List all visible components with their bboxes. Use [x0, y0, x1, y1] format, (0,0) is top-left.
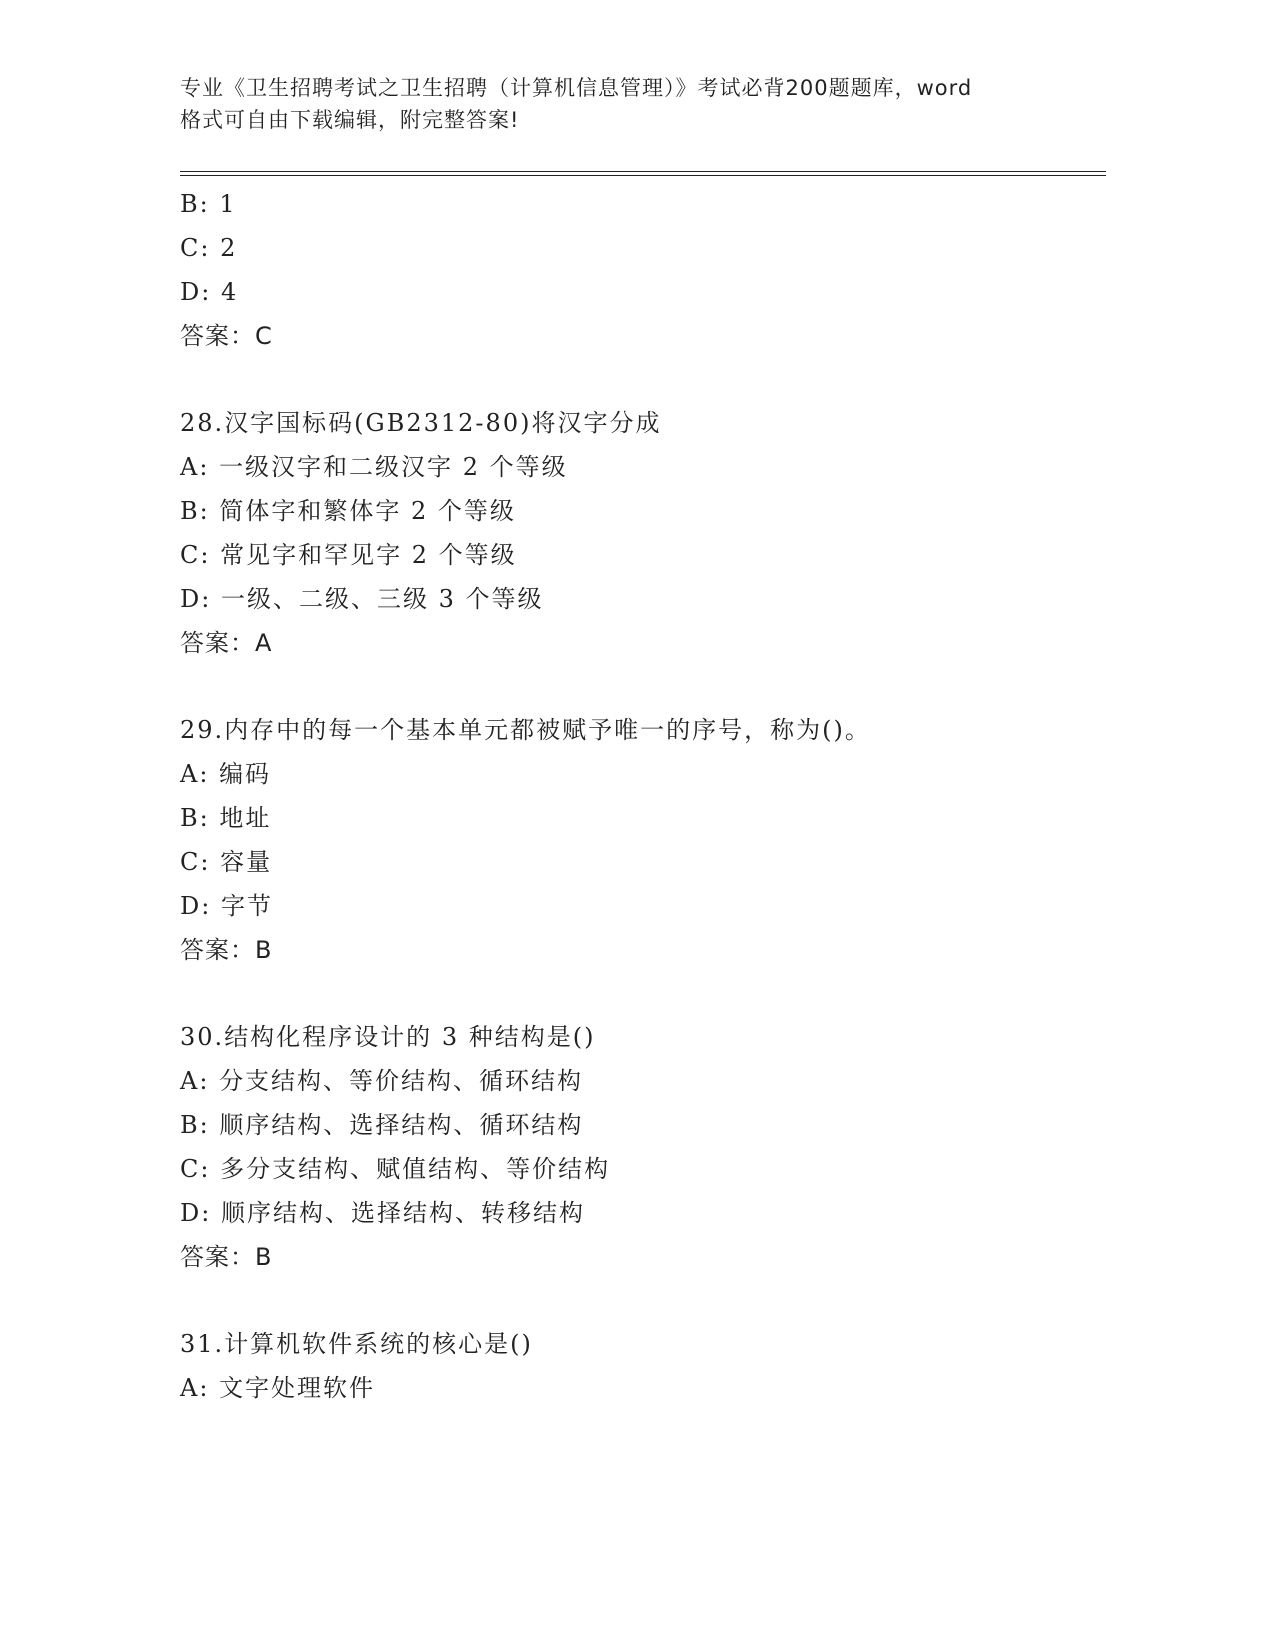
question-27-continued — [180, 182, 1106, 358]
option-label: C : — [180, 1155, 220, 1183]
option-d — [180, 577, 1106, 621]
answer-line — [180, 621, 1106, 665]
question-stem — [180, 708, 1106, 752]
answer-line — [180, 1235, 1106, 1279]
question-stem — [180, 401, 1106, 445]
option-b — [180, 489, 1106, 533]
question-number: 30 . — [180, 1023, 224, 1051]
spacer — [180, 972, 1106, 1015]
spacer — [180, 665, 1106, 708]
option-text: 一级、二级、三级 3 个等级 — [220, 585, 544, 613]
spacer — [180, 1279, 1106, 1322]
option-label: D : — [180, 585, 221, 613]
option-text: 多分支结构、赋值结构、等价结构 — [220, 1155, 611, 1183]
answer-value: C — [255, 322, 273, 350]
option-a — [180, 752, 1106, 796]
option-label: D : — [180, 1199, 221, 1227]
option-label: B : — [180, 804, 219, 832]
question-text: 汉字国标码(GB2312-80)将汉字分成 — [224, 409, 662, 437]
option-text: 常见字和罕见字 2 个等级 — [220, 541, 517, 569]
answer-value: B — [255, 936, 273, 964]
question-stem — [180, 1322, 1106, 1366]
option-text: 顺序结构、选择结构、转移结构 — [220, 1199, 585, 1227]
option-a — [180, 445, 1106, 489]
option-label: A : — [180, 760, 219, 788]
answer-value: B — [255, 1243, 273, 1271]
header-title-line-2: 格式可自由下载编辑，附完整答案! — [180, 108, 520, 132]
answer-label: 答案 ： — [180, 322, 255, 350]
option-b — [180, 796, 1106, 840]
option-text: 1 — [219, 190, 237, 218]
option-text: 地址 — [219, 804, 272, 832]
question-text: 结构化程序设计的 3 种结构是() — [224, 1023, 596, 1051]
option-d — [180, 270, 1106, 314]
question-text: 计算机软件系统的核心是() — [224, 1330, 533, 1358]
option-c — [180, 1147, 1106, 1191]
question-30 — [180, 1015, 1106, 1279]
option-text: 分支结构、等价结构、循环结构 — [219, 1067, 584, 1095]
answer-line — [180, 928, 1106, 972]
option-b — [180, 1103, 1106, 1147]
question-list — [180, 182, 1106, 1410]
option-text: 编码 — [219, 760, 272, 788]
header-title-line-1: 专业《卫生招聘考试之卫生招聘（计算机信息管理）》考试必背200题题库，word — [180, 76, 973, 100]
option-d — [180, 1191, 1106, 1235]
option-c — [180, 840, 1106, 884]
option-label: A : — [180, 1374, 219, 1402]
answer-line — [180, 314, 1106, 358]
option-c — [180, 533, 1106, 577]
option-label: B : — [180, 190, 219, 218]
option-label: C : — [180, 234, 220, 262]
option-label: A : — [180, 453, 219, 481]
answer-label: 答案 ： — [180, 936, 255, 964]
question-text: 内存中的每一个基本单元都被赋予唯一的序号，称为()。 — [224, 716, 871, 744]
document-header — [180, 72, 1060, 136]
option-label: D : — [180, 278, 221, 306]
option-text: 文字处理软件 — [219, 1374, 376, 1402]
question-number: 28 . — [180, 409, 224, 437]
question-31 — [180, 1322, 1106, 1410]
header-divider-top — [180, 171, 1106, 172]
question-29 — [180, 708, 1106, 972]
option-label: C : — [180, 541, 220, 569]
question-number: 29 . — [180, 716, 224, 744]
option-d — [180, 884, 1106, 928]
spacer — [180, 358, 1106, 401]
option-c — [180, 226, 1106, 270]
option-text: 字节 — [220, 892, 273, 920]
option-a — [180, 1059, 1106, 1103]
answer-label: 答案 ： — [180, 1243, 255, 1271]
option-a — [180, 1366, 1106, 1410]
question-number: 31 . — [180, 1330, 224, 1358]
header-divider-bottom — [180, 175, 1106, 176]
option-text: 一级汉字和二级汉字 2 个等级 — [219, 453, 568, 481]
question-stem — [180, 1015, 1106, 1059]
option-text: 2 — [220, 234, 238, 262]
option-label: D : — [180, 892, 221, 920]
option-label: B : — [180, 1111, 219, 1139]
option-text: 简体字和繁体字 2 个等级 — [219, 497, 516, 525]
option-b — [180, 182, 1106, 226]
question-28 — [180, 401, 1106, 665]
option-text: 顺序结构、选择结构、循环结构 — [219, 1111, 584, 1139]
option-text: 容量 — [220, 848, 273, 876]
option-text: 4 — [220, 278, 239, 306]
answer-label: 答案 ： — [180, 629, 255, 657]
option-label: A : — [180, 1067, 219, 1095]
option-label: B : — [180, 497, 219, 525]
option-label: C : — [180, 848, 220, 876]
answer-value: A — [255, 629, 273, 657]
